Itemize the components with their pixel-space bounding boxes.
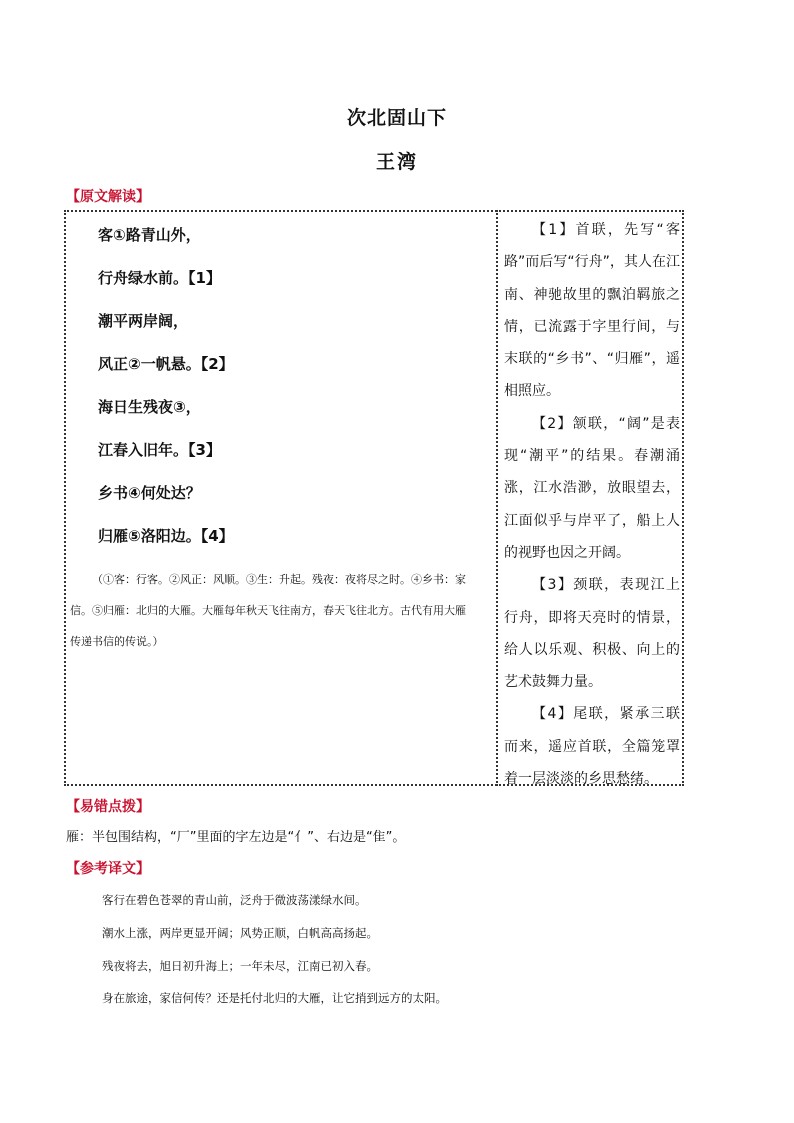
translation-line: 客行在碧色苍翠的青山前，泛舟于微波荡漾绿水间。	[102, 893, 367, 907]
poem-line: 归雁⑤洛阳边。【4】	[98, 527, 234, 545]
translation-line: 身在旅途，家信何传？还是托付北归的大雁，让它捎到远方的太阳。	[102, 991, 447, 1005]
section-label-mistake: 【易错点拨】	[66, 799, 150, 815]
poem-line: 江春入旧年。【3】	[98, 441, 221, 459]
mistake-note: 雁：半包围结构，“厂”里面的字左边是“亻”、右边是“隹”。	[66, 830, 406, 845]
column-divider	[496, 210, 498, 786]
section-label-translation: 【参考译文】	[66, 861, 150, 877]
poem-column	[70, 222, 488, 657]
poem-line: 海日生残夜③，	[98, 398, 201, 416]
poem-line: 潮平两岸阔，	[98, 312, 189, 330]
poem-line: 乡书④何处达？	[98, 484, 201, 502]
commentary-item: 【3】颈联，表现江上行舟，即将天亮时的情景，给人以乐观、积极、向上的艺术鼓舞力量。	[504, 577, 680, 691]
commentary-column	[504, 214, 680, 795]
poem-author: 王湾	[375, 151, 418, 173]
commentary-item: 【1】首联，先写“客路”而后写“行舟”，其人在江南、神驰故里的飘泊羁旅之情，已流露于字里行间，与末联的“乡书”、“归雁”，遥相照应。	[504, 222, 680, 400]
translation-line: 残夜将去，旭日初升海上；一年未尽，江南已初入春。	[102, 959, 378, 973]
poem-line: 风正②一帆悬。【2】	[98, 355, 234, 373]
commentary-item: 【2】颔联，“阔”是表现“潮平”的结果。春潮涌涨，江水浩渺，放眼望去，江面似乎与岸平了，船上人的视野也因之开阔。	[504, 415, 680, 561]
poem-line: 客①路青山外，	[98, 226, 201, 244]
translation-line: 潮水上涨，两岸更显开阔；风势正顺，白帆高高扬起。	[102, 926, 378, 940]
poem-title: 次北固山下	[346, 107, 447, 129]
section-label-original: 【原文解读】	[66, 189, 150, 205]
commentary-item: 【4】尾联，紧承三联而来，遥应首联，全篇笼罩着一层淡淡的乡思愁绪。	[504, 706, 680, 788]
poem-line: 行舟绿水前。【1】	[98, 269, 221, 287]
poem-footnote: （①客：行客。②风正：风顺。③生：升起。残夜：夜将尽之时。④乡书：家信。⑤归雁：北归的大雁。大雁每年秋天飞往南方，春天飞往北方。古代有用大雁传递书信的传说。）	[70, 573, 466, 648]
